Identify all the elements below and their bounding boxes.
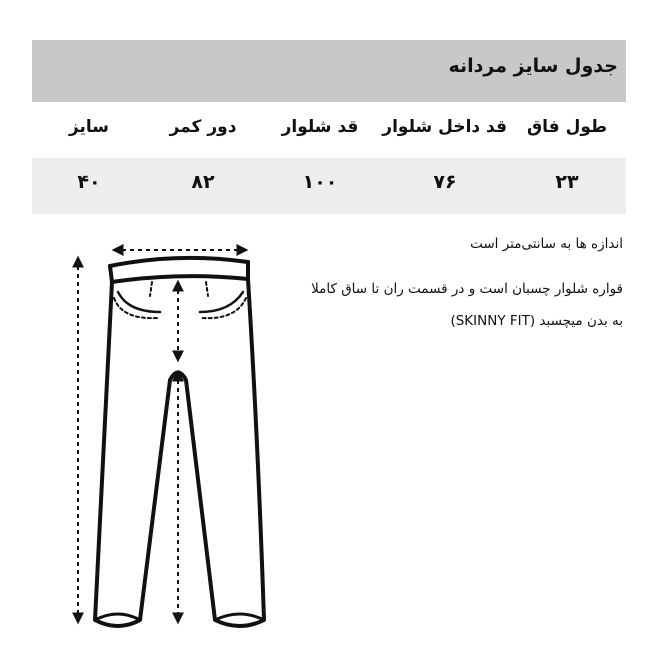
page-title: جدول سایز مردانه [448, 55, 618, 77]
header-size: سایز [68, 117, 110, 137]
value-rise: ۲۳ [555, 171, 579, 193]
header-rise: طول فاق [526, 117, 608, 137]
fit-note-line1: قواره شلوار چسبان است و در قسمت ران تا ساق کاملا [311, 281, 623, 297]
header-inseam: قد داخل شلوار [382, 117, 507, 137]
value-size: ۴۰ [77, 171, 101, 193]
fit-note-line2: به بدن میچسبد (SKINNY FIT) [450, 313, 623, 329]
unit-note: اندازه ها به سانتی‌متر است [470, 236, 623, 252]
header-waist: دور کمر [169, 117, 237, 137]
value-inseam: ۷۶ [433, 171, 457, 193]
value-waist: ۸۲ [191, 171, 215, 193]
value-length: ۱۰۰ [302, 171, 338, 193]
header-length: قد شلوار [281, 117, 359, 137]
